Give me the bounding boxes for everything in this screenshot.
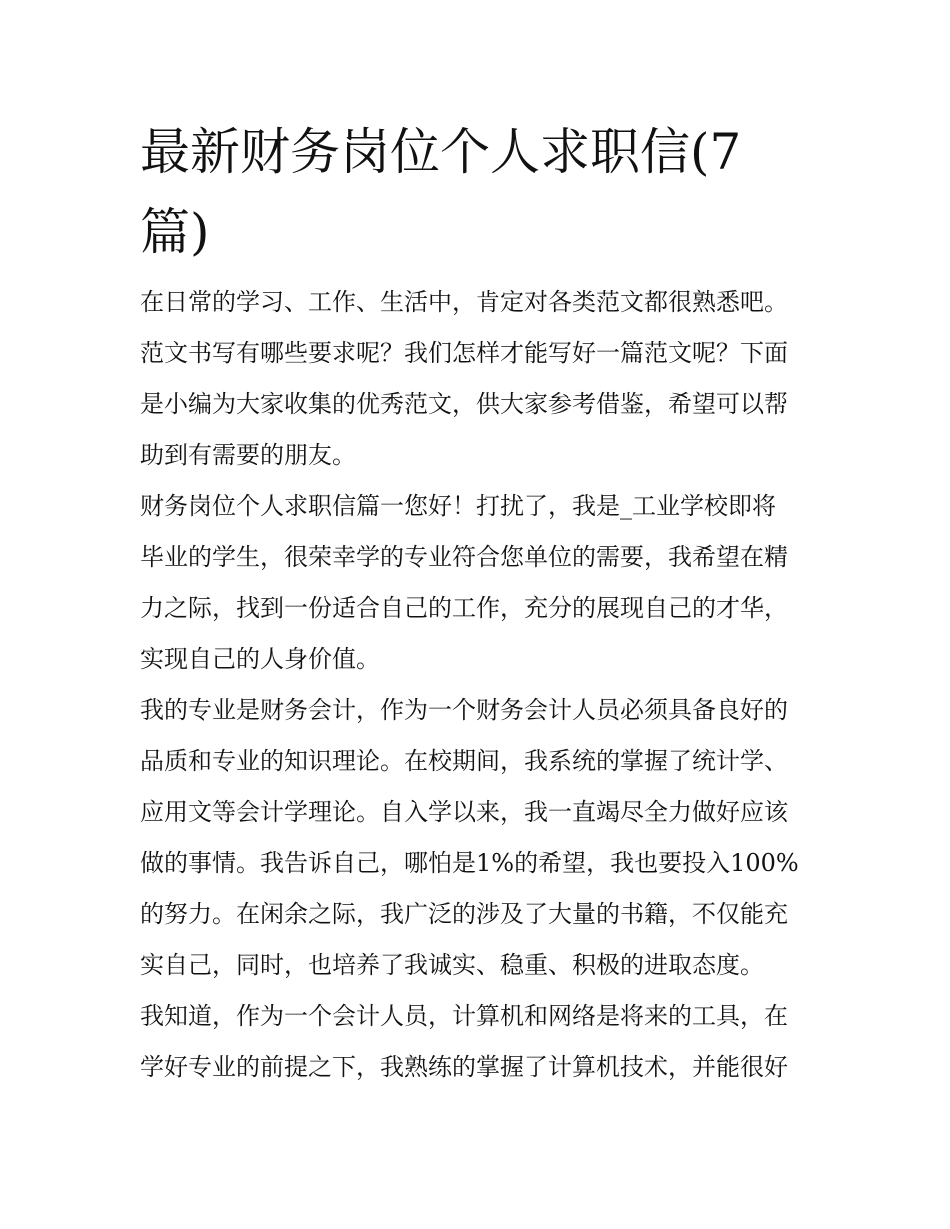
text-line: 我的专业是财务会计，作为一个财务会计人员必须具备良好的: [140, 696, 788, 724]
text-line: 的努力。在闲余之际，我广泛的涉及了大量的书籍，不仅能充: [140, 900, 788, 928]
text-line: 学好专业的前提之下，我熟练的掌握了计算机技术，并能很好: [140, 1053, 788, 1081]
text-line: 助到有需要的朋友。: [140, 441, 356, 469]
text-line: 实自己，同时，也培养了我诚实、稳重、积极的进取态度。: [140, 951, 764, 979]
document-body: [140, 277, 820, 1093]
text-line: 力之际，找到一份适合自己的工作，充分的展现自己的才华，: [140, 594, 788, 622]
text-line: 财务岗位个人求职信篇一您好！打扰了，我是_工业学校即将: [140, 492, 776, 520]
document-title: [140, 112, 780, 272]
text-line: 在日常的学习、工作、生活中，肯定对各类范文都很熟悉吧。: [140, 288, 788, 316]
text-line: 是小编为大家收集的优秀范文，供大家参考借鉴，希望可以帮: [140, 390, 788, 418]
text-line: 做的事情。我告诉自己，哪怕是1%的希望，我也要投入100%: [140, 849, 799, 877]
text-line: 品质和专业的知识理论。在校期间，我系统的掌握了统计学、: [140, 747, 788, 775]
title-line: 最新财务岗位个人求职信(7: [140, 123, 742, 181]
text-line: 范文书写有哪些要求呢？我们怎样才能写好一篇范文呢？下面: [140, 339, 788, 367]
text-line: 实现自己的人身价值。: [140, 645, 380, 673]
text-line: 毕业的学生，很荣幸学的专业符合您单位的需要，我希望在精: [140, 543, 788, 571]
text-line: 我知道，作为一个会计人员，计算机和网络是将来的工具，在: [140, 1002, 788, 1030]
text-line: 应用文等会计学理论。自入学以来，我一直竭尽全力做好应该: [140, 798, 788, 826]
title-line: 篇): [140, 203, 210, 261]
